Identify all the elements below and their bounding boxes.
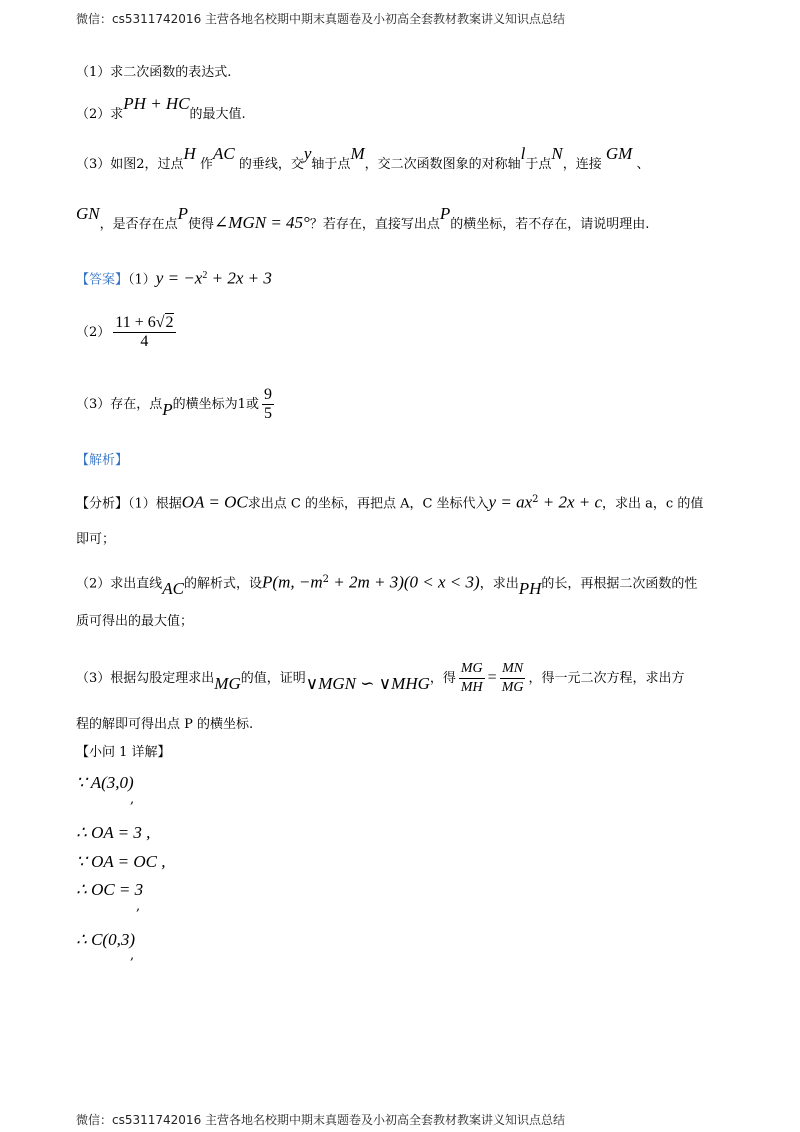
analysis-similarity: ∨MGN ∽ ∨MHG [305, 674, 430, 693]
analysis-fraction-2 [500, 660, 526, 697]
q3-var-y: y [303, 144, 312, 163]
answer-1 [76, 266, 272, 290]
analysis-text: 质可得出的最大值； [76, 614, 194, 629]
fraction-numerator: MG [459, 660, 485, 679]
page-footer: 微信：cs5311742016 主营各地名校期中期末真题卷及小初高全套教材教案讲义知识点总结 [76, 1113, 566, 1127]
analysis-text: 求出点 C 的坐标，再把点 A，C 坐标代入 [247, 496, 489, 512]
q3-text: ？若存在，直接写出点 [309, 217, 440, 232]
analysis-exponent: 2 [322, 574, 329, 585]
detail-line-1-comma [76, 790, 134, 810]
question-1 [76, 63, 231, 83]
q3-var-P: P [177, 204, 189, 223]
q3-text: （3）如图2，过点 [76, 157, 184, 172]
q3-text: 使得 [188, 217, 215, 232]
analysis-tag [76, 451, 128, 471]
q3-var-AC: AC [212, 144, 235, 163]
analysis-math: OA = OC [181, 492, 248, 512]
fraction-numerator: MN [500, 660, 525, 679]
answer-3-fraction [262, 386, 274, 423]
analysis-text: 的解析式，设 [184, 576, 263, 592]
analysis-text: 【分析】（1）根据 [76, 496, 182, 512]
analysis-text: ，得 [429, 671, 456, 686]
detail-math: ∴ OC = 3 [76, 880, 144, 899]
answer-2 [76, 314, 179, 351]
q3-text: 轴于点 [311, 157, 351, 172]
analysis-text: 即可； [76, 532, 116, 547]
answer-3 [76, 386, 277, 423]
detail-math: ∴ C(0,3) [76, 930, 135, 949]
answer-tag: 【答案】 [76, 272, 129, 288]
q3-text: 于点 [525, 157, 552, 172]
answer-3-denominator: 5 [263, 405, 272, 422]
fraction-denominator: MH [460, 680, 483, 695]
answer-3-var-P: P [162, 400, 173, 419]
fraction-denominator: MG [501, 680, 524, 695]
q3-angle-condition: ∠MGN = 45° [214, 213, 310, 232]
analysis-var-PH: PH [518, 579, 542, 599]
analysis-text: 的值，证明 [240, 671, 306, 686]
answer-3-numerator: 9 [263, 386, 272, 403]
answer-2-numerator: 11 + 6 [115, 314, 156, 331]
detail-math: ∵ OA = OC , [76, 852, 166, 871]
analysis-var-AC: AC [162, 579, 185, 599]
analysis-math: + 2m + 3)(0 < x < 3) [328, 572, 480, 592]
analysis-step-1-cont [76, 530, 115, 550]
analysis-text: ，得一元二次方程，求出方 [528, 671, 685, 686]
detail-line-3 [76, 852, 166, 874]
answer-2-prefix: （2） [76, 325, 111, 340]
question-3-line-1 [76, 144, 650, 175]
detail-line-4-comma [76, 897, 140, 917]
q3-text: 的垂线，交 [238, 157, 304, 172]
analysis-step-3-cont [76, 715, 253, 735]
detail-line-2 [76, 823, 150, 845]
answer-1-exponent: 2 [202, 270, 208, 281]
analysis-math: y = ax [488, 492, 533, 512]
analysis-fraction-1 [459, 660, 485, 697]
analysis-math: + 2x + c [538, 492, 603, 512]
q3-text: 的横坐标，若不存在，请说明理由. [450, 217, 650, 232]
analysis-exponent: 2 [532, 494, 539, 505]
q3-var-H: H [183, 144, 196, 163]
question-2-prefix: （2）求 [76, 107, 124, 122]
q3-var-N: N [551, 144, 563, 163]
analysis-text: 程的解即可得出点 P 的横坐标. [76, 717, 254, 732]
detail-title [76, 743, 171, 763]
analysis-step-2-cont [76, 612, 193, 632]
analysis-step-3: （3）根据勾股定理求出MG的值，证明∨MGN ∽ ∨MHG，得 $\frac{MG}{MH}$ = $\frac{MN}{MG}$ ，得一元二次方程，求出方 [76, 661, 685, 695]
detail-comma: , [130, 948, 135, 963]
page-header: 微信：cs5311742016 主营各地名校期中期末真题卷及小初高全套教材教案讲义知识点总结 [76, 12, 566, 26]
detail-comma: , [130, 792, 135, 807]
q3-text: ，连接 [562, 157, 602, 172]
q3-var-GN: GN [76, 204, 100, 223]
answer-3-prefix: （3）存在，点 [76, 397, 163, 412]
q3-text: ，是否存在点 [99, 217, 178, 232]
question-2-suffix: 的最大值. [189, 107, 246, 122]
analysis-text: （2）求出直线 [76, 576, 163, 592]
answer-2-denominator: 4 [140, 333, 149, 350]
q3-text: 、 [636, 157, 650, 172]
detail-line-5-comma [76, 946, 134, 966]
analysis-tag-text: 【解析】 [76, 453, 129, 468]
answer-1-prefix: （1） [128, 272, 156, 288]
detail-math: ∵ A(3,0) [76, 773, 134, 792]
analysis-text: ，求出 [479, 576, 519, 592]
question-1-text: （1）求二次函数的表达式. [76, 65, 232, 80]
answer-2-fraction: $\frac{11 + 6√2}{4}$ [115, 314, 174, 350]
detail-title-text: 【小问 1 详解】 [76, 745, 171, 760]
analysis-var-MG: MG [214, 674, 241, 693]
analysis-text: 的长，再根据二次函数的性 [541, 576, 698, 592]
analysis-text: （3）根据勾股定理求出 [76, 671, 215, 686]
answer-1-expression: y = −x [155, 268, 203, 288]
question-2 [76, 94, 246, 125]
answer-3-text: 的横坐标为1或 [172, 397, 259, 412]
analysis-step-2 [76, 570, 698, 599]
q3-text: 作 [199, 157, 213, 172]
question-3-line-2 [76, 204, 650, 235]
q3-var-P: P [439, 204, 451, 223]
q3-var-GM: GM [605, 144, 633, 163]
question-2-expression: PH + HC [123, 94, 190, 113]
detail-math: ∴ OA = 3 , [76, 823, 151, 842]
q3-var-l: l [520, 144, 526, 163]
answer-1-expression-rest: + 2x + 3 [207, 268, 272, 288]
answer-2-radicand: 2 [165, 314, 174, 331]
q3-text: ，交二次函数图象的对称轴 [364, 157, 521, 172]
q3-var-M: M [350, 144, 365, 163]
detail-comma: , [136, 899, 141, 914]
analysis-step-1 [76, 490, 703, 514]
analysis-text: ，求出 a，c 的值 [602, 496, 704, 512]
analysis-math: P(m, −m [262, 572, 323, 592]
